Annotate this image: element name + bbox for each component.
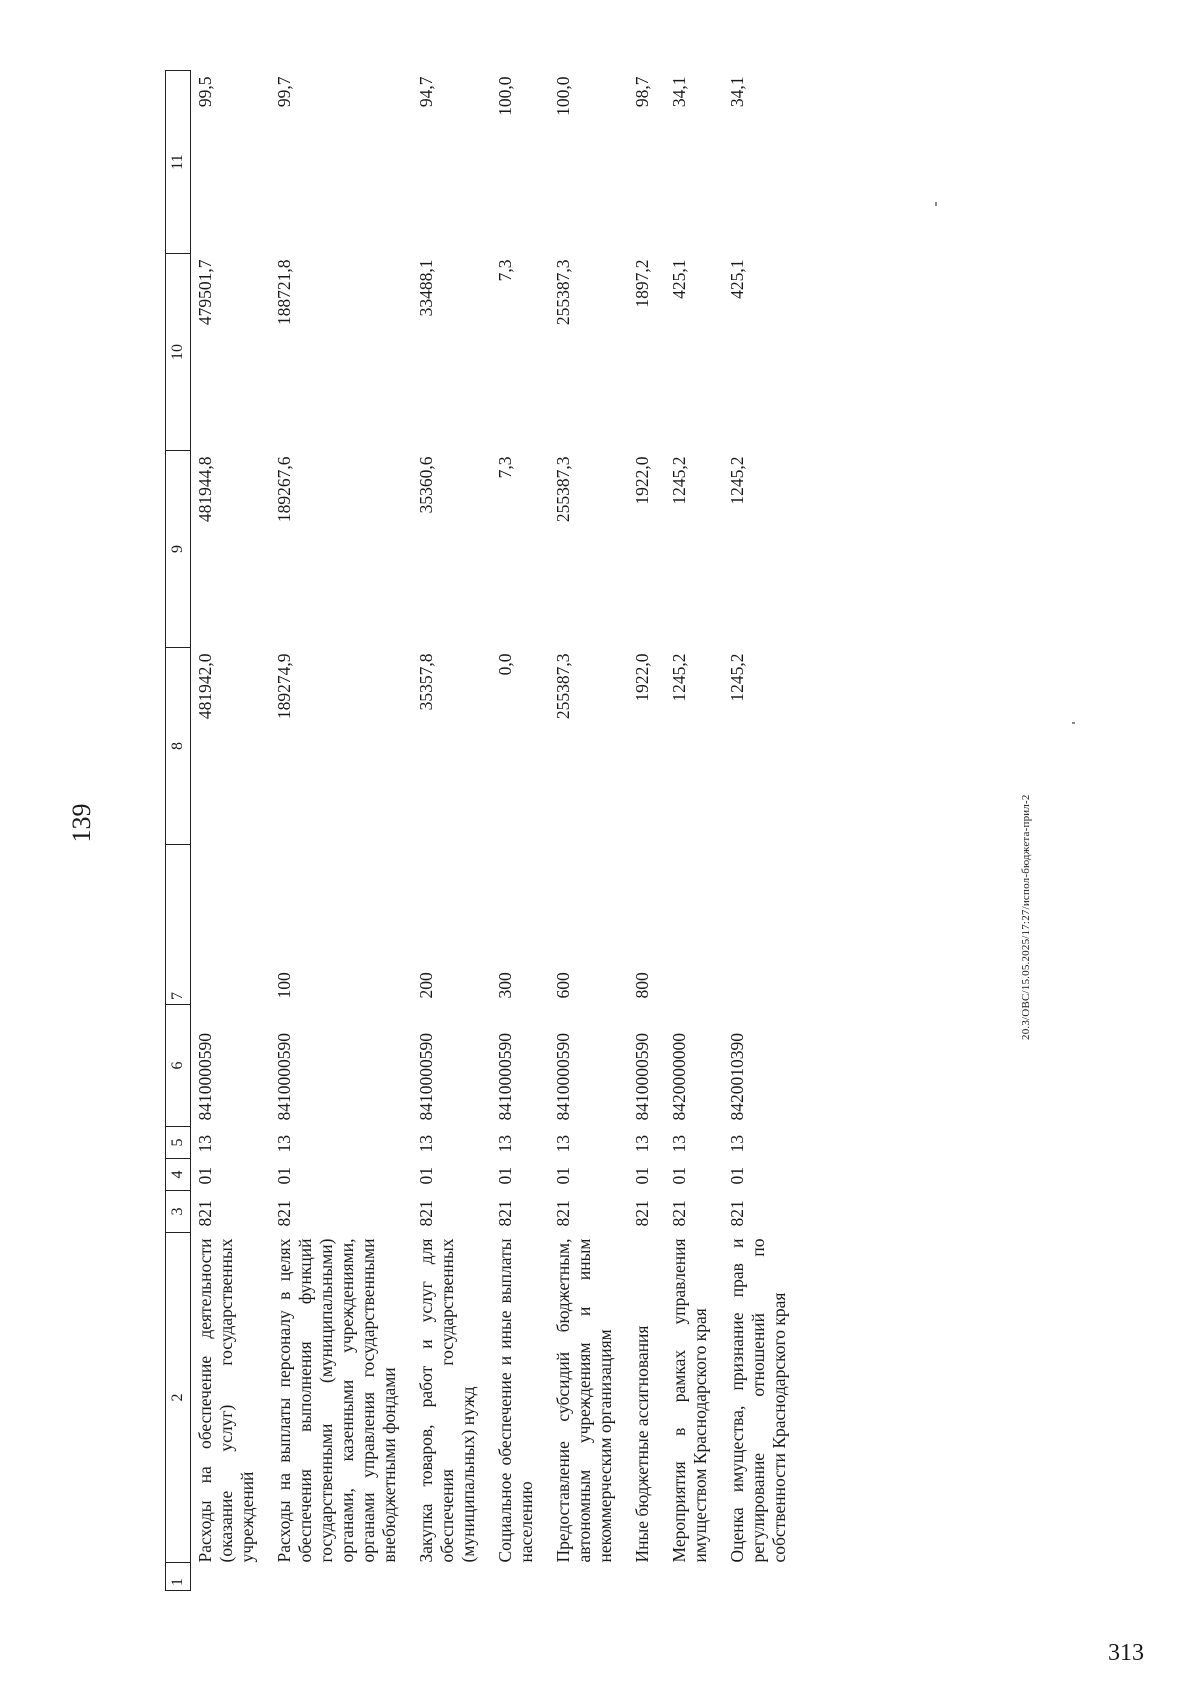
cell-c9: 189267,6 <box>274 456 294 523</box>
cell-c4: 01 <box>195 1167 215 1185</box>
cell-c4: 01 <box>416 1167 436 1185</box>
cell-c3: 821 <box>195 1200 215 1227</box>
row-name: Оценка имущества, признание прав и регулирование отношений по собственности Краснодарского края <box>727 1238 789 1563</box>
cell-c3: 821 <box>727 1200 747 1227</box>
column-header: 3 <box>166 1191 191 1233</box>
cell-c5: 13 <box>195 1135 215 1153</box>
table-row <box>412 71 491 1591</box>
column-header: 1 <box>166 1563 191 1591</box>
cell-c9: 1245,2 <box>669 456 689 505</box>
column-header: 6 <box>166 1005 191 1127</box>
budget-table-rotated <box>165 71 955 1591</box>
column-header: 8 <box>166 648 191 845</box>
table-row <box>549 71 628 1591</box>
cell-c8: 1245,2 <box>669 653 689 702</box>
sheet-number: 313 <box>1108 1640 1144 1666</box>
column-header: 7 <box>166 845 191 1005</box>
cell-c5: 13 <box>632 1135 652 1153</box>
column-header: 2 <box>166 1233 191 1563</box>
cell-c9: 481944,8 <box>195 456 215 523</box>
row-name: Социальное обеспечение и иные выплаты населению <box>495 1238 536 1563</box>
cell-c3: 821 <box>553 1200 573 1227</box>
cell-c6: 8410000590 <box>274 1033 294 1121</box>
column-header: 4 <box>166 1159 191 1191</box>
cell-c5: 13 <box>274 1135 294 1153</box>
table-header-row <box>166 71 191 1591</box>
cell-c3: 821 <box>495 1200 515 1227</box>
cell-c7: 100 <box>274 972 294 999</box>
cell-c7: 800 <box>632 972 652 999</box>
cell-c9: 1922,0 <box>632 456 652 505</box>
cell-c4: 01 <box>495 1167 515 1185</box>
cell-c11: 34,1 <box>727 76 747 108</box>
page-number: 139 <box>67 803 96 843</box>
cell-c7 <box>723 845 802 1005</box>
cell-c7 <box>665 845 723 1005</box>
column-header: 11 <box>166 71 191 254</box>
cell-c11: 94,7 <box>416 76 436 108</box>
cell-c10: 33488,1 <box>416 259 436 317</box>
cell-c6: 8410000590 <box>553 1033 573 1121</box>
cell-c9: 35360,6 <box>416 456 436 514</box>
table-row <box>628 71 665 1591</box>
cell-c9: 255387,3 <box>553 456 573 523</box>
cell-c5: 13 <box>495 1135 515 1153</box>
row-name: Предоставление субсидий бюджетным, автономным учреждениям и иным некоммерческим организациям <box>553 1238 615 1563</box>
cell-c3: 821 <box>632 1200 652 1227</box>
cell-c3: 821 <box>669 1200 689 1227</box>
column-header: 9 <box>166 451 191 648</box>
cell-c5: 13 <box>416 1135 436 1153</box>
cell-c6: 8410000590 <box>632 1033 652 1121</box>
cell-c6: 8410000590 <box>495 1033 515 1121</box>
row-name: Иные бюджетные ассигнования <box>632 1325 652 1563</box>
scan-mark <box>935 202 937 206</box>
cell-c10: 425,1 <box>669 259 689 299</box>
budget-table <box>165 70 802 1591</box>
cell-c8: 1922,0 <box>632 653 652 702</box>
table-row <box>665 71 723 1591</box>
cell-c6: 8420010390 <box>727 1033 747 1121</box>
cell-c9: 7,3 <box>495 456 515 479</box>
cell-c7: 300 <box>495 972 515 999</box>
cell-c8: 1245,2 <box>727 653 747 702</box>
cell-c11: 99,5 <box>195 76 215 108</box>
cell-c7: 200 <box>416 972 436 999</box>
cell-c10: 7,3 <box>495 259 515 282</box>
cell-c10: 479501,7 <box>195 259 215 326</box>
column-header: 5 <box>166 1127 191 1159</box>
cell-c11: 34,1 <box>669 76 689 108</box>
table-row <box>270 71 412 1591</box>
table-row <box>491 71 549 1591</box>
cell-c4: 01 <box>632 1167 652 1185</box>
cell-c9: 1245,2 <box>727 456 747 505</box>
cell-c4: 01 <box>553 1167 573 1185</box>
document-code: 20.3/ОВС/15.05.2025/17:27/испол-бюджета-прил-2 <box>1020 794 1032 1040</box>
cell-c10: 255387,3 <box>553 259 573 326</box>
table-row <box>191 71 271 1591</box>
cell-c3: 821 <box>416 1200 436 1227</box>
cell-c11: 98,7 <box>632 76 652 108</box>
table-row <box>723 71 802 1591</box>
cell-c3: 821 <box>274 1200 294 1227</box>
cell-c10: 425,1 <box>727 259 747 299</box>
cell-c11: 100,0 <box>495 76 515 116</box>
cell-c6: 8410000590 <box>416 1033 436 1121</box>
cell-c11: 100,0 <box>553 76 573 116</box>
row-name: Закупка товаров, работ и услуг для обеспечения государственных (муниципальных) нужд <box>416 1238 478 1563</box>
cell-c8: 481942,0 <box>195 653 215 720</box>
row-name: Расходы на обеспечение деятельности (оказание услуг) государственных учреждений <box>195 1238 257 1563</box>
cell-c5: 13 <box>669 1135 689 1153</box>
cell-c10: 188721,8 <box>274 259 294 326</box>
cell-c7 <box>191 845 271 1005</box>
cell-c11: 99,7 <box>274 76 294 108</box>
cell-c4: 01 <box>727 1167 747 1185</box>
cell-c8: 0,0 <box>495 653 515 676</box>
cell-c5: 13 <box>553 1135 573 1153</box>
cell-c8: 255387,3 <box>553 653 573 720</box>
cell-c8: 35357,8 <box>416 653 436 711</box>
cell-c7: 600 <box>553 972 573 999</box>
column-header: 10 <box>166 254 191 451</box>
scan-mark <box>1072 722 1075 724</box>
row-name: Расходы на выплаты персоналу в целях обеспечения выполнения функций государственными (муниципальными) органами, казенными учреждениями, органами управления государственными внебюджетными фондами <box>274 1238 399 1563</box>
cell-c4: 01 <box>274 1167 294 1185</box>
cell-c8: 189274,9 <box>274 653 294 720</box>
row-name: Мероприятия в рамках управления имуществом Краснодарского края <box>669 1238 710 1563</box>
cell-c6: 8420000000 <box>669 1033 689 1121</box>
cell-c5: 13 <box>727 1135 747 1153</box>
cell-c10: 1897,2 <box>632 259 652 308</box>
cell-c6: 8410000590 <box>195 1033 215 1121</box>
cell-c4: 01 <box>669 1167 689 1185</box>
